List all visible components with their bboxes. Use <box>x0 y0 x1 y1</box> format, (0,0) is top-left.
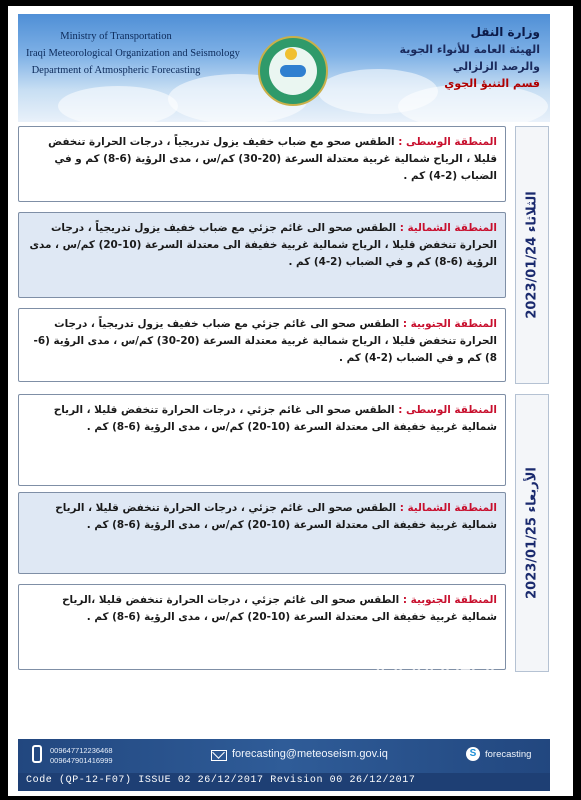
header-banner <box>18 14 550 122</box>
skype-icon: S <box>466 747 480 761</box>
forecast-box-south <box>18 308 506 382</box>
department-ar: قسم التنبؤ الجوي <box>444 77 540 90</box>
phone-numbers <box>50 746 113 766</box>
day-label-bar <box>515 394 549 672</box>
region-label: المنطقة الجنوبية : <box>402 594 497 606</box>
day-label-bar <box>515 126 549 384</box>
organization-ar: الهيئة العامة للأنواء الجوية والرصد الزلزالي <box>399 43 540 73</box>
department-en: Department of Atmospheric Forecasting <box>31 65 201 76</box>
forecast-text: الطقس صحو الى غائم جزئي ، درجات الحرارة تنخفض قليلا ، الرياح شمالية غربية خفيفة الى معتدلة السرعة (10-20) كم/س ، مدى الرؤية (6-8) كم . <box>53 404 497 433</box>
document-code: Code (QP-12-F07) ISSUE 02 26/12/2017 Revision 00 26/12/2017 <box>26 775 416 786</box>
header-english <box>26 28 240 79</box>
forecast-text: الطقس صحو مع ضباب خفيف يزول تدريجياً ، درجات الحرارة تنخفض قليلا ، الرياح شمالية غربية معتدلة السرعة (20-30) كم/س ، مدى الرؤية (6-8) كم و في الضباب (2-4) كم . <box>48 136 497 182</box>
svg-text:TODAY: TODAY <box>370 651 506 683</box>
region-label: المنطقة الشمالية : <box>399 222 497 234</box>
organization-logo <box>258 36 328 106</box>
phone-number: 009647901416999 <box>50 756 113 765</box>
ministry-en: Ministry of Transportation <box>60 31 172 42</box>
header-arabic <box>370 24 540 92</box>
forecast-box-north <box>18 492 506 574</box>
forecast-text: الطقس صحو الى غائم جزئي ، درجات الحرارة تنخفض قليلا ، الرياح شمالية غربية خفيفة الى معتدلة السرعة (10-20) كم/س ، مدى الرؤية (6-8) كم . <box>55 502 497 531</box>
skype-handle[interactable]: forecasting <box>485 749 532 760</box>
region-label: المنطقة الوسطى : <box>398 404 497 416</box>
mail-icon <box>211 750 227 761</box>
phone-icon <box>32 745 42 763</box>
region-label: المنطقة الشمالية : <box>399 502 497 514</box>
forecast-box-central <box>18 394 506 486</box>
region-label: المنطقة الجنوبية : <box>402 318 497 330</box>
day-label: الأربعاء 2023/01/25 <box>524 467 540 599</box>
day-label: الثلاثاء 2023/01/24 <box>524 191 540 319</box>
forecast-box-central <box>18 126 506 202</box>
forecast-text: الطقس صحو الى غائم جزئي مع ضباب خفيف يزول تدريجياً ، درجات الحرارة تنخفض قليلا ، الرياح شمالية غربية معتدلة السرعة (20-30) كم/س ، مدى الرؤية (6-8) كم و في الضباب (2-4) كم . <box>33 318 497 364</box>
forecast-text: الطقس صحو الى غائم جزئي ، درجات الحرارة تنخفض قليلا ،الرياح شمالية غربية خفيفة الى معتدلة السرعة (10-20) كم/س ، مدى الرؤية (6-8) كم . <box>62 594 497 623</box>
phone-number: 009647712236468 <box>50 746 113 755</box>
watermark-logo <box>370 651 548 683</box>
forecast-box-north <box>18 212 506 298</box>
region-label: المنطقة الوسطى : <box>398 136 497 148</box>
ministry-ar: وزارة النقل <box>470 25 540 39</box>
email-link[interactable]: forecasting@meteoseism.gov.iq <box>232 748 388 760</box>
forecast-text: الطقس صحو الى غائم جزئي مع ضباب خفيف يزول تدريجياً ، درجات الحرارة تنخفض قليلا ، الرياح شمالية غربية خفيفة الى معتدلة السرعة (10-20) كم/س ، مدى الرؤية (6-8) كم و في الضباب (2-4) كم . <box>29 222 497 268</box>
organization-en: Iraqi Meteorological Organization and Seismology <box>26 48 240 59</box>
footer-bar <box>18 739 550 791</box>
bulletin-page <box>8 6 573 796</box>
